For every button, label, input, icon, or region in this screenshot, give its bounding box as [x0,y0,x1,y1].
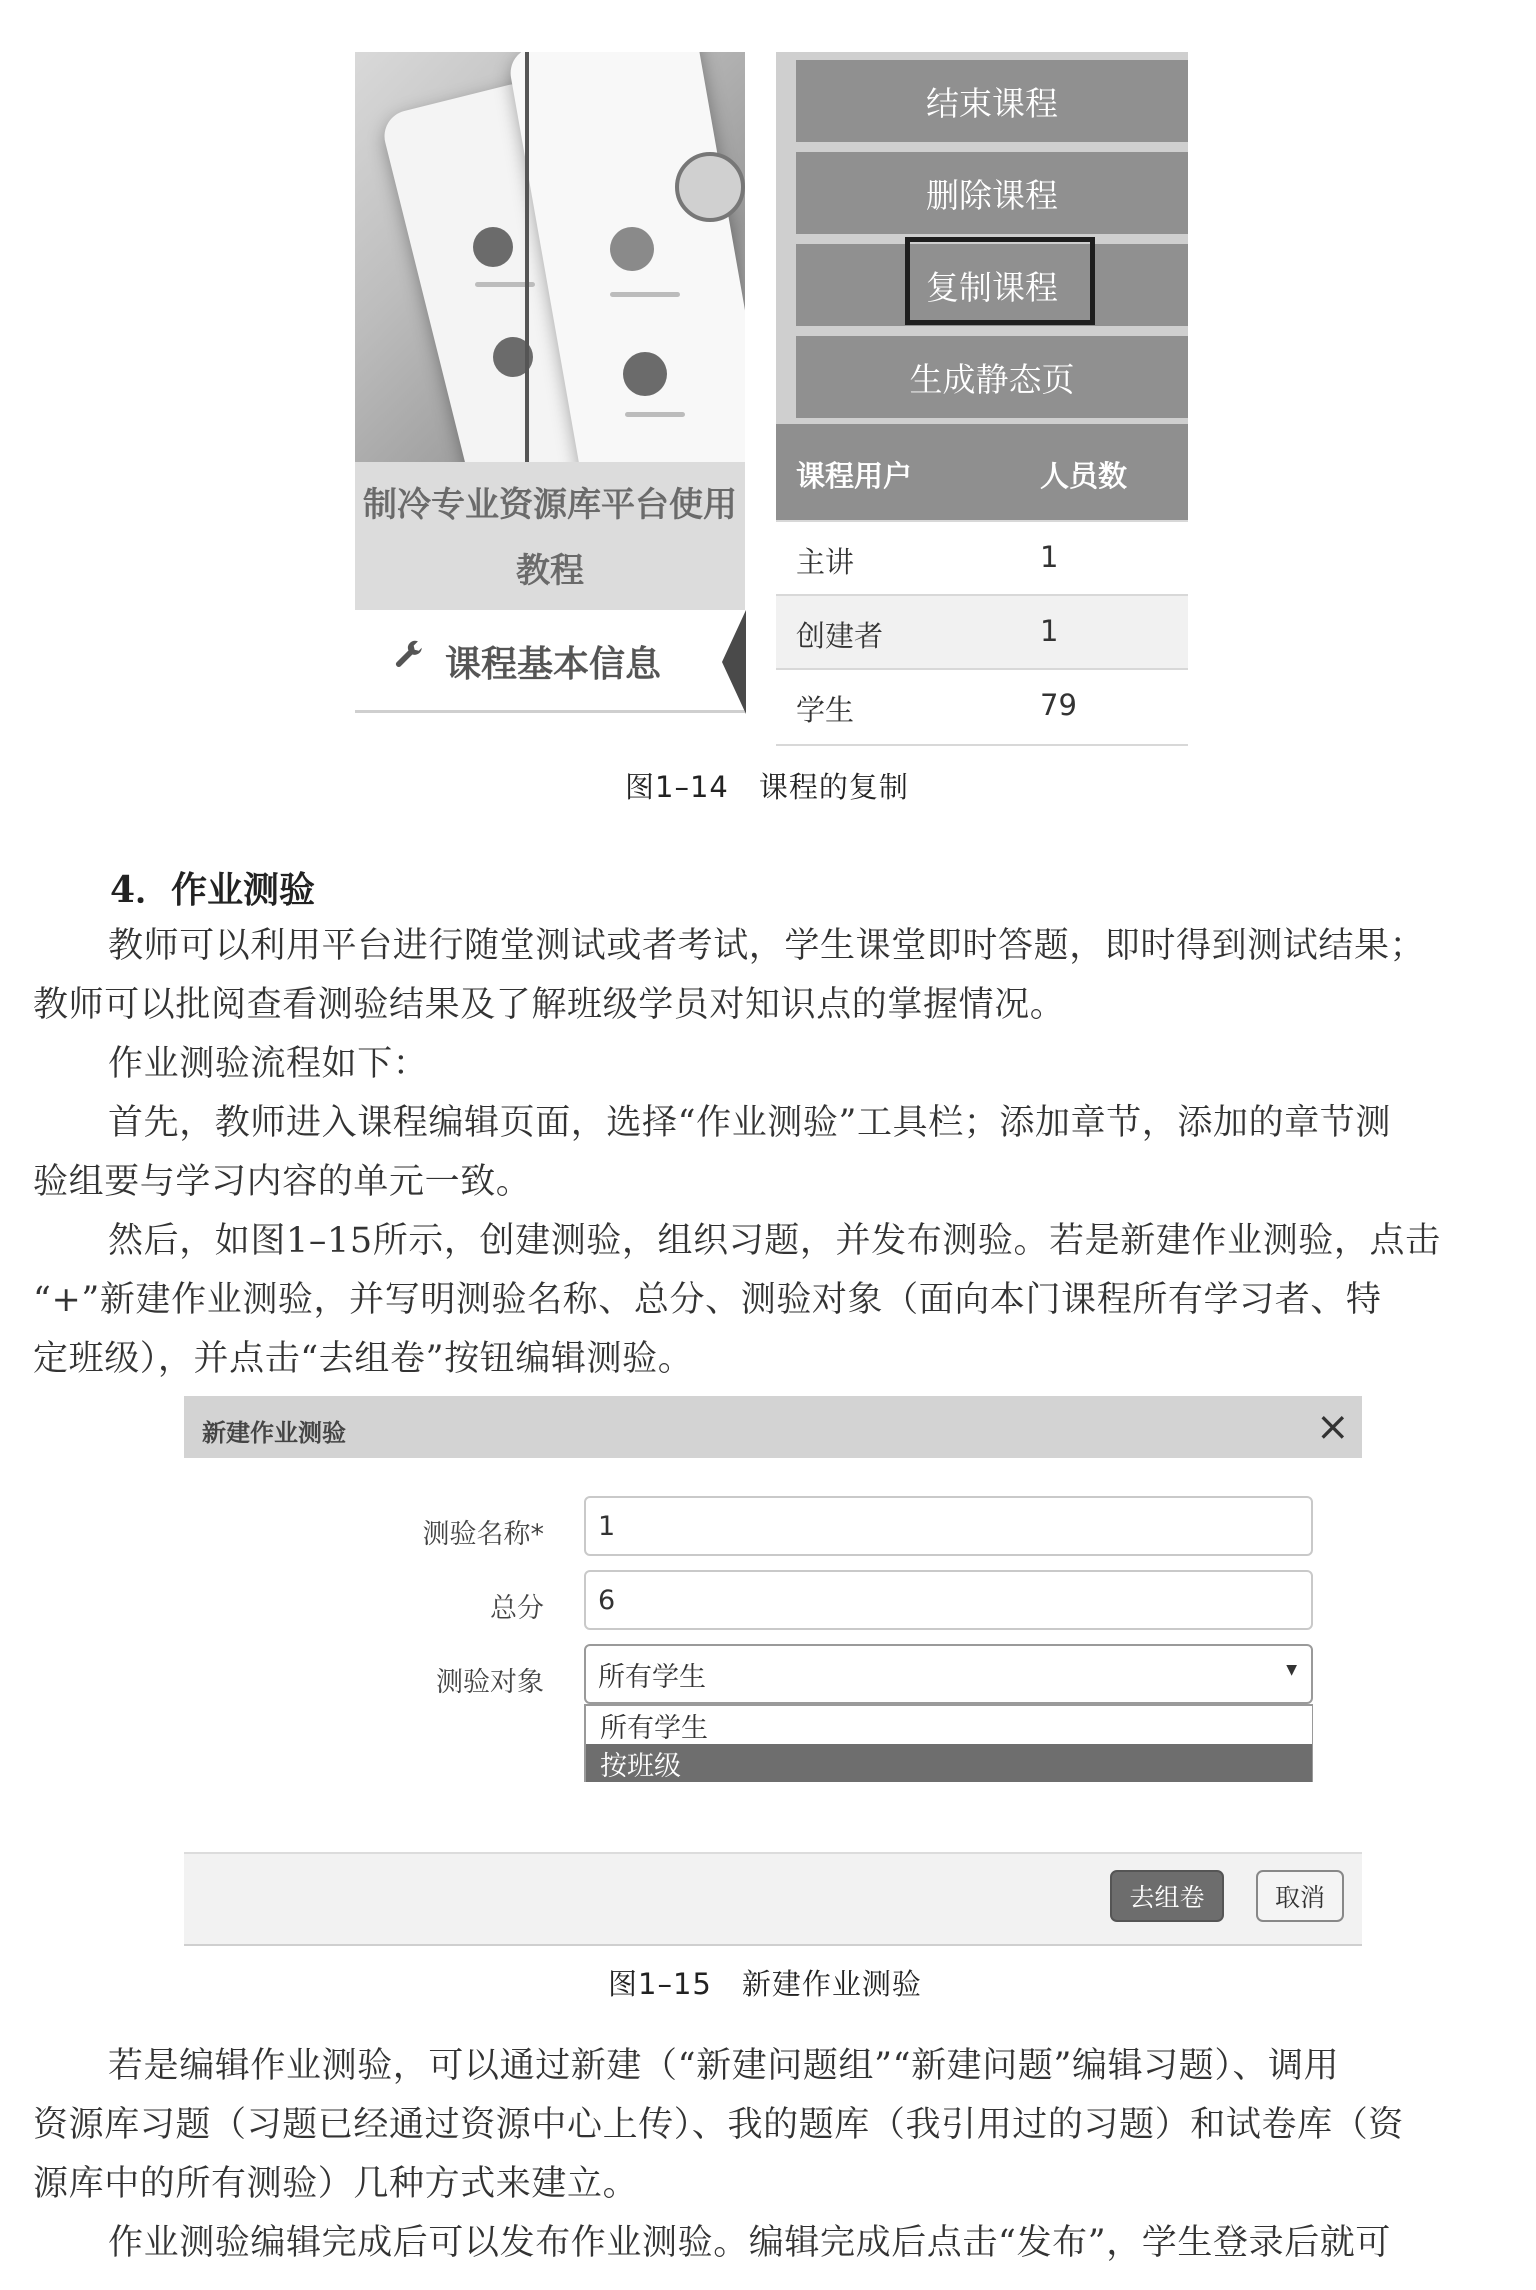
copy-course-highlight [905,237,1095,325]
paragraph-line: 作业测验流程如下： [108,1044,429,1084]
basic-info-label: 课程基本信息 [445,644,662,685]
paragraph-line: 定班级），并点击“去组卷”按钮编辑测验。 [33,1339,694,1379]
active-tab-pointer [722,610,746,714]
paragraph-line: 教师可以批阅查看测验结果及了解班级学员对知识点的掌握情况。 [33,985,1066,1025]
paragraph-line: 验组要与学习内容的单元一致。 [33,1162,532,1202]
table-cell: 1 [1040,540,1059,574]
paragraph-line: 资源库习题（习题已经通过资源中心上传）、我的题库（我引用过的习题）和试卷库（资 [33,2105,1404,2145]
paragraph-line: 然后，如图1–15所示，创建测验，组织习题，并发布测验。若是新建作业测验，点击 [108,1221,1441,1261]
figure-caption: 图1–15 新建作业测验 [608,1967,922,2001]
figure-caption: 图1–14 课程的复制 [625,770,909,804]
dropdown-arrow-icon: ▼ [1286,1662,1297,1678]
table-header-users: 课程用户 [796,459,913,493]
test-name-input[interactable]: 1 [584,1496,1313,1556]
section-heading: 4．作业测验 [110,869,316,911]
test-target-label: 测验对象 [436,1667,544,1698]
paragraph-line: 若是编辑作业测验，可以通过新建（“新建问题组”“新建问题”编辑习题）、调用 [108,2046,1340,2086]
dialog-titlebar [184,1396,1362,1458]
table-cell: 学生 [796,693,855,727]
compose-paper-button[interactable]: 去组卷 [1110,1870,1224,1922]
dropdown-option[interactable]: 所有学生 [586,1706,1312,1744]
course-cover-image [355,52,745,462]
select-value: 所有学生 [598,1661,706,1693]
paragraph-line: 源库中的所有测验）几种方式来建立。 [33,2164,639,2204]
paragraph-line: 教师可以利用平台进行随堂测试或者考试，学生课堂即时答题，即时得到测试结果； [108,926,1426,966]
cancel-button[interactable]: 取消 [1256,1870,1344,1922]
paragraph-line: 作业测验编辑完成后可以发布作业测验。编辑完成后点击“发布”，学生登录后就可 [108,2223,1391,2263]
table-header-count: 人员数 [1040,459,1128,493]
test-target-select[interactable] [584,1644,1313,1704]
generate-static-page-button[interactable]: 生成静态页 [796,336,1188,418]
dialog-title: 新建作业测验 [202,1419,346,1447]
total-score-label: 总分 [490,1593,544,1624]
paragraph-line: 首先，教师进入课程编辑页面，选择“作业测验”工具栏；添加章节，添加的章节测 [108,1103,1391,1143]
table-cell: 主讲 [796,545,855,579]
close-icon[interactable]: × [1316,1404,1350,1450]
course-title: 制冷专业资源库平台使用 教程 [363,485,737,591]
delete-course-button[interactable]: 删除课程 [796,152,1188,234]
end-course-button[interactable]: 结束课程 [796,60,1188,142]
table-cell: 79 [1040,688,1077,722]
test-name-label: 测验名称* [422,1519,544,1550]
wrench-icon [392,640,426,674]
dropdown-option-highlighted[interactable]: 按班级 [586,1744,1312,1782]
total-score-input[interactable]: 6 [584,1570,1313,1630]
table-cell: 创建者 [796,619,884,653]
paragraph-line: “+”新建作业测验，并写明测验名称、总分、测验对象（面向本门课程所有学习者、特 [33,1280,1382,1320]
table-cell: 1 [1040,614,1059,648]
copy-course-button[interactable]: 复制课程 [796,244,1188,326]
